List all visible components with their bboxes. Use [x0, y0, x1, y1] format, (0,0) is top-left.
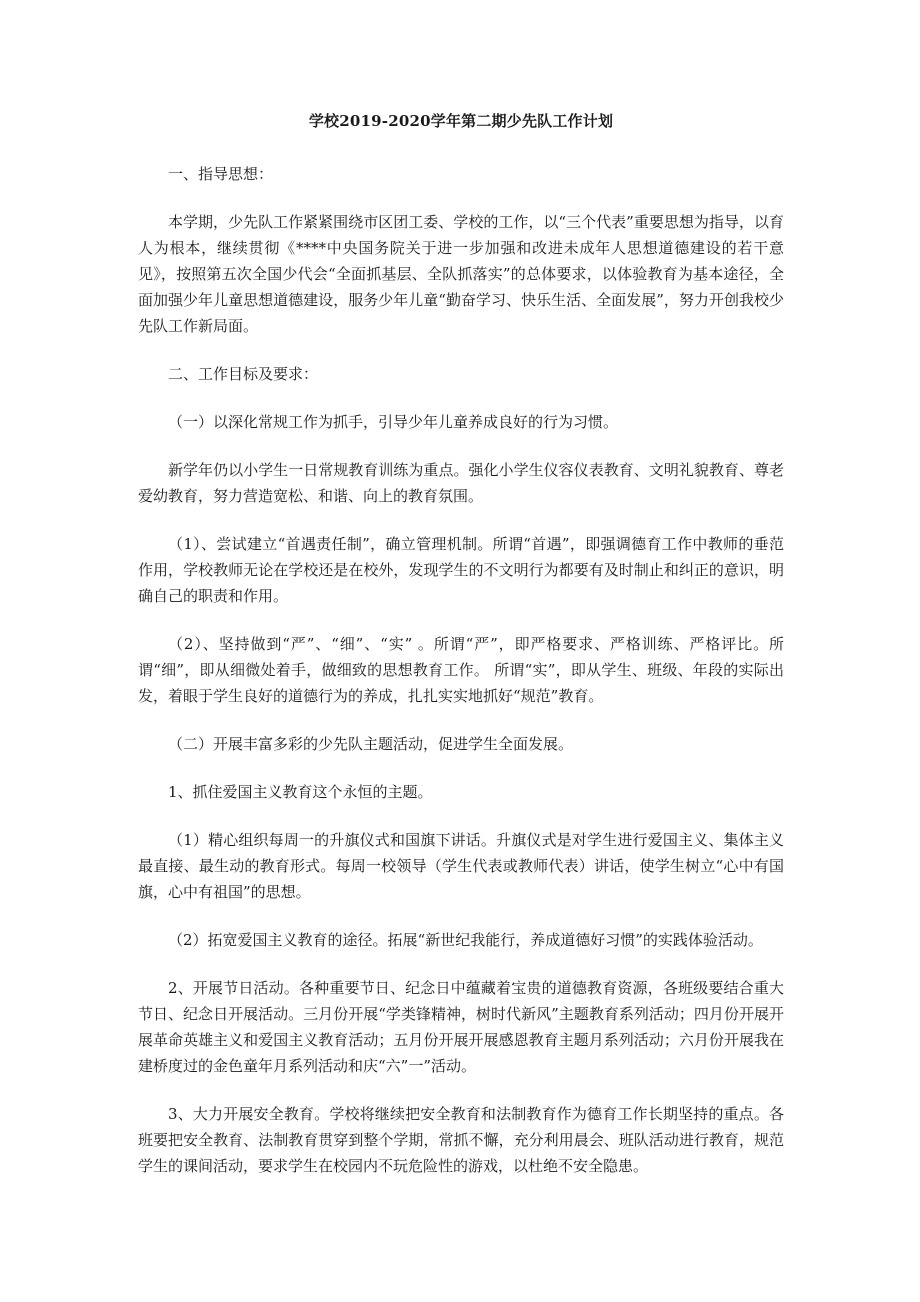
paragraph-safety-education: 3、大力开展安全教育。学校将继续把安全教育和法制教育作为德育工作长期坚持的重点。各班要把安全教育、法制教育贯穿到整个学期，常抓不懈，充分利用晨会、班队活动进行教育，规范学生的课间活动，要求学生在校园内不玩危险性的游戏，以杜绝不安全隐患。	[138, 1105, 784, 1175]
section-heading-goals: 二、工作目标及要求：	[168, 365, 319, 383]
subsection-heading-activities: （二）开展丰富多彩的少先队主题活动，促进学生全面发展。	[168, 735, 574, 753]
paragraph-guiding-thought: 本学期，少先队工作紧紧围绕市区团工委、学校的工作，以“三个代表”重要思想为指导，以育人为根本，继续贯彻《****中央国务院关于进一步加强和改进未成年人思想道德建设的若干意见》，按照第五次全国少代会“全面抓基层、全队抓落实”的总体要求，以体验教育为基本途径，全面加强少年儿童思想道德建设，服务少年儿童“勤奋学习、快乐生活、全面发展”，努力开创我校少先队工作新局面。	[138, 213, 784, 335]
paragraph-strict-detail-real: （2）、坚持做到“严”、“细”、“实” 。所谓“严”，即严格要求、严格训练、严格评比。所谓“细”，即从细微处着手，做细致的思想教育工作。 所谓“实”，即从学生、班级、年段的实际出发，着眼于学生良好的道德行为的养成，扎扎实实地抓好“规范”教育。	[138, 635, 784, 705]
paragraph-flag-ceremony: （1）精心组织每周一的升旗仪式和国旗下讲话。升旗仪式是对学生进行爱国主义、集体主义最直接、最生动的教育形式。每周一校领导（学生代表或教师代表）讲话，使学生树立“心中有国旗，心中有祖国”的思想。	[138, 831, 784, 901]
paragraph-festival-activities: 2、开展节日活动。各种重要节日、纪念日中蕴藏着宝贵的道德教育资源，各班级要结合重大节日、纪念日开展活动。三月份开展“学类锋精神，树时代新风”主题教育系列活动；四月份开展开展革命英雄主义和爱国主义教育活动；五月份开展开展感恩教育主题月系列活动；六月份开展我在建桥度过的金色童年月系列活动和庆“六”一”活动。	[138, 979, 784, 1075]
paragraph-routine-focus: 新学年仍以小学生一日常规教育训练为重点。强化小学生仪容仪表教育、文明礼貌教育、尊老爱幼教育，努力营造宽松、和谐、向上的教育氛围。	[138, 461, 784, 505]
section-heading-guiding-thought: 一、指导思想：	[168, 165, 274, 183]
paragraph-patriotism-channels: （2）拓宽爱国主义教育的途径。拓展“新世纪我能行，养成道德好习惯”的实践体验活动。	[168, 931, 763, 949]
subsection-heading-routine: （一）以深化常规工作为抓手，引导少年儿童养成良好的行为习惯。	[168, 413, 619, 431]
document-title: 学校2019-2020学年第二期少先队工作计划	[308, 112, 614, 130]
document-page	[138, 110, 784, 1201]
item-heading-patriotism: 1、抓住爱国主义教育这个永恒的主题。	[168, 783, 433, 801]
paragraph-first-encounter: （1）、尝试建立“首遇责任制”，确立管理机制。所谓“首遇”，即强调德育工作中教师的垂范作用，学校教师无论在学校还是在校外，发现学生的不文明行为都要有及时制止和纠正的意识，明确自己的职责和作用。	[138, 535, 784, 605]
